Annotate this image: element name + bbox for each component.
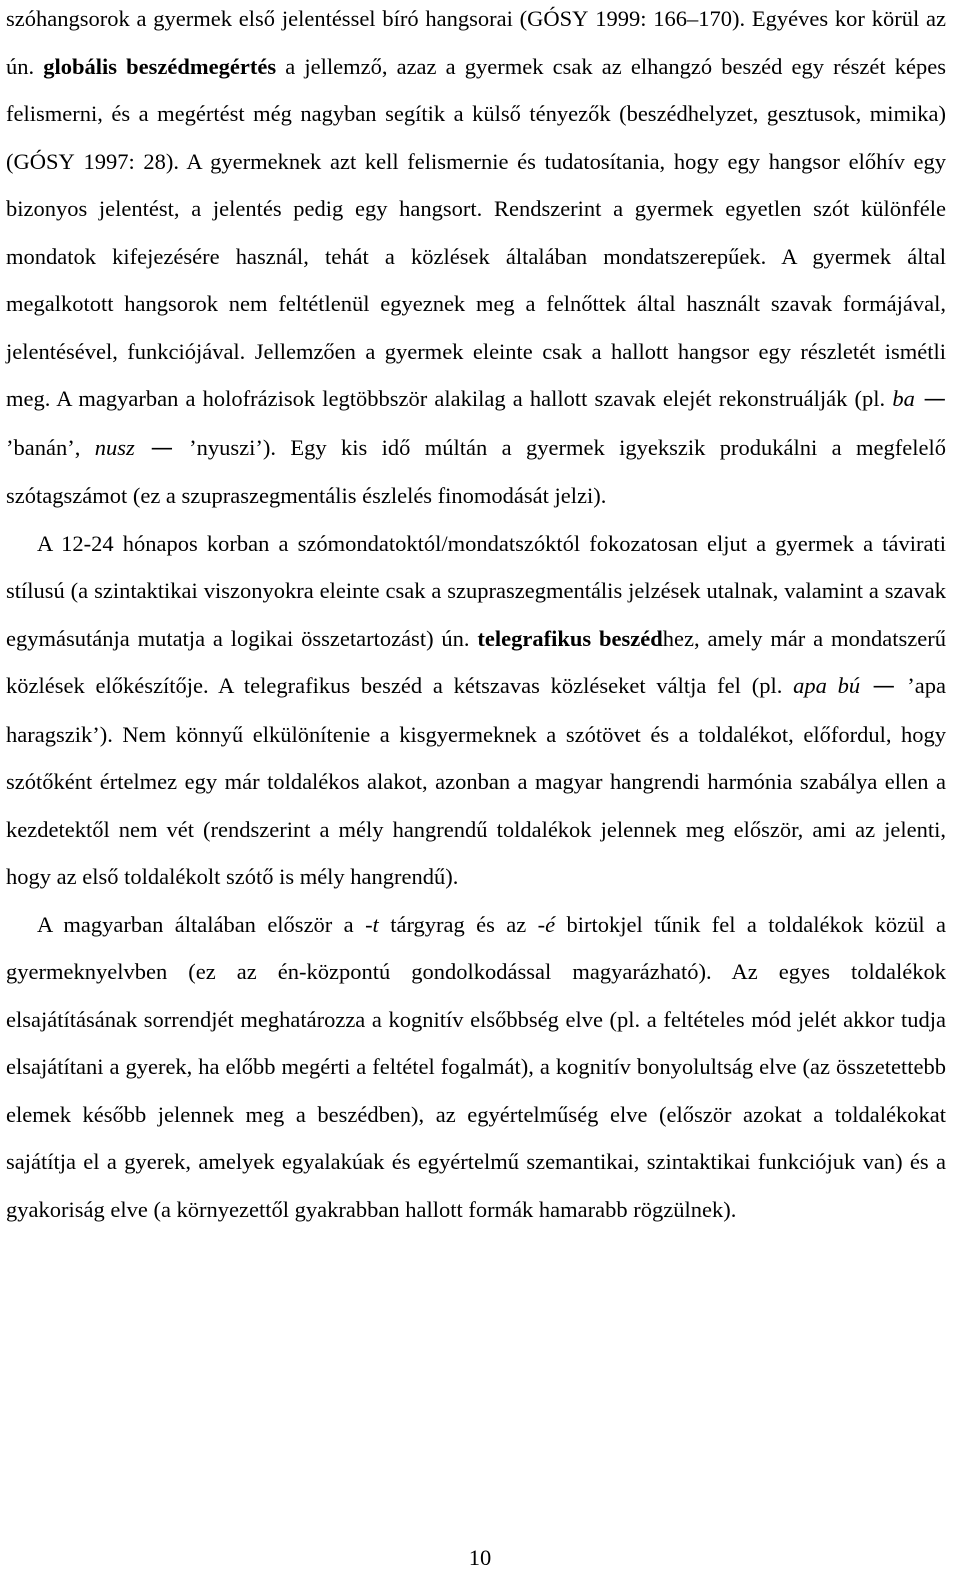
em-dash: — <box>860 673 908 699</box>
bold-term: telegrafikus beszéd <box>477 625 663 651</box>
text-run: ’nyuszi’). Egy kis idő múltán a gyermek igyekszik produkálni a megfelelő szótagszámot (ez a szupraszegmentális észlelés finomodását jelzi). <box>6 434 946 508</box>
text-run: birtokjel tűnik fel a toldalékok közül a gyermeknyelvben (ez az én-központú gondolkodással magyarázható). Az egyes toldalékok elsajátításának sorrendjét meghatározza a kognitív elsőbbség elve (pl. a feltételes mód jelét akkor tudja elsajátítani a gyerek, ha előbb megérti a feltétel fogalmát), a kognitív bonyolultság elve (az összetettebb elemek később jelennek meg a beszédben), az egyértelműség elve (először azokat a toldalékokat sajátítja el a gyerek, amelyek egyalakúak és egyértelmű szemantikai, szintaktikai funkciójuk van) és a gyakoriság elve (a környezettől gyakrabban hallott formák hamarabb rögzülnek). <box>6 911 946 1222</box>
italic-example: apa bú <box>793 673 861 698</box>
bold-term: globális beszédmegértés <box>43 53 277 79</box>
italic-example: nusz <box>94 434 135 460</box>
text-run: hez, amely már a mondatszerű közlések előkészítője. A telegrafikus beszéd a kétszavas közléseket váltja fel (pl. <box>6 625 946 698</box>
italic-suffix: -é <box>537 911 556 937</box>
paragraph-3 <box>6 901 946 1234</box>
text-run: tárgyrag és az <box>378 911 538 937</box>
paragraph-2 <box>6 520 946 901</box>
text-run: 1999: 166–170). Egyéves kor körül az ún. <box>6 6 946 79</box>
em-dash: — <box>134 434 190 461</box>
text-run: A 12-24 hónapos korban a szómondatoktól/mondatszóktól fokozatosan eljut a gyermek a távirati stílusú (a szintaktikai viszonyokra eleinte csak a szupraszegmentális jelzések utalnak, valamint a szavak egymásutánja mutatja a logikai összetartozást) ún. <box>6 530 946 651</box>
author-name-smallcaps: ÓSY <box>543 6 589 31</box>
text-run: a jellemző, azaz a gyermek csak az elhangzó beszéd egy részét képes felismerni, és a megértést még nagyban segítik a külső tényezők (beszédhelyzet, gesztusok, mimika) (G <box>6 53 946 174</box>
text-run: A magyarban általában először a <box>37 911 366 937</box>
text-run: ’banán’, <box>6 434 95 460</box>
italic-example: ba <box>892 386 915 411</box>
em-dash: — <box>914 386 946 412</box>
document-page <box>6 0 946 1233</box>
italic-suffix: -t <box>365 911 379 937</box>
text-run: ’apa haragszik’). Nem könnyű elkülönítenie a kisgyermeknek a szótövet és a toldalékot, előfordul, hogy szótőként értelmez egy már toldalékos alakot, azonban a magyar hangrendi harmónia szabálya ellen a kezdetektől nem vét (rendszerint a mély hangrendű toldalékok jelennek meg először, ami az jelenti, hogy az első toldalékolt szótő is mély hangrendű). <box>6 673 947 889</box>
paragraph-1 <box>6 0 946 520</box>
text-run: szóhangsorok a gyermek első jelentéssel bíró hangsorai (G <box>6 6 544 31</box>
text-run: 1997: 28). A gyermeknek azt kell felismernie és tudatosítania, hogy egy hangsor előhív egy bizonyos jelentést, a jelentés pedig egy hangsort. Rendszerint a gyermek egyetlen szót különféle mondatok kifejezésére használ, tehát a közlések általában mondatszerepűek. A gyermek által megalkotott hangsorok nem feltétlenül egyeznek meg a felnőttek által használt szavak formájával, jelentésével, funkciójával. Jellemzően a gyermek eleinte csak a hallott hangsor egy részletét ismétli meg. A magyarban a holofrázisok legtöbbször alakilag a hallott szavak elejét rekonstruálják (pl. <box>6 148 946 411</box>
author-name-smallcaps: ÓSY <box>29 148 75 174</box>
page-number: 10 <box>468 1545 492 1570</box>
